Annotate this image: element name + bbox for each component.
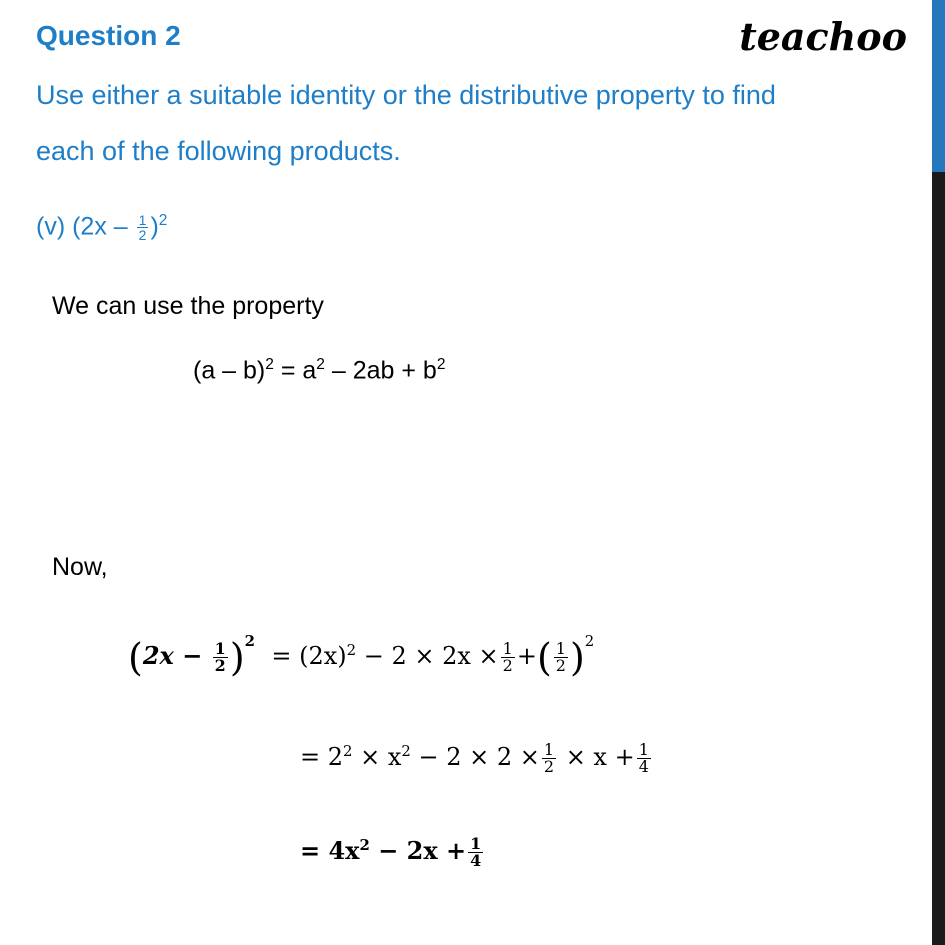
eq1-lhs-half — [213, 641, 228, 674]
eq1-rhs-half — [501, 641, 515, 674]
eq1-lhs-close-paren: ) — [229, 635, 245, 680]
eq2-b-exp: 2 — [401, 742, 411, 760]
eq1-rhs-b: − 2 × 2x × — [356, 642, 499, 670]
eq1-rhs-half-num: 1 — [502, 639, 513, 658]
part-frac-den: 2 — [138, 227, 147, 244]
problem-statement-line-2: each of the following products. — [36, 136, 401, 166]
eq2-half — [542, 742, 556, 775]
eq3-b: − 2x + — [369, 836, 467, 865]
eq3-a-exp: 2 — [359, 836, 370, 854]
eq1-rhs-close-paren: ) — [569, 635, 585, 680]
equation-line-3-result — [300, 836, 485, 869]
part-exponent: 2 — [158, 212, 168, 229]
question-title: Question 2 — [36, 20, 181, 51]
part-close-paren: ) — [150, 212, 159, 241]
now-label: Now, — [52, 553, 108, 581]
eq2-d: × x + — [558, 743, 635, 771]
eq1-lhs-open-paren: ( — [128, 635, 143, 680]
eq3-quarter — [468, 836, 483, 869]
eq1-lhs-minus: − — [173, 641, 211, 670]
eq1-rhs-plus: + — [516, 642, 537, 670]
identity-eq: = a — [273, 356, 317, 385]
eq3-quarter-num: 1 — [470, 834, 482, 853]
eq1-lhs-exp: 2 — [244, 632, 255, 650]
eq2-a: = 2 — [300, 743, 344, 771]
eq1-lhs-half-num: 1 — [214, 639, 226, 658]
eq2-quarter — [637, 742, 651, 775]
sidebar-accent-bar — [932, 0, 945, 172]
eq1-rhs-a-exp: 2 — [346, 641, 357, 659]
eq2-quarter-num: 1 — [638, 740, 649, 759]
eq3-a: = 4x — [300, 836, 360, 865]
eq2-b: × x — [352, 743, 402, 771]
identity-lhs: (a – b) — [193, 356, 266, 385]
eq2-c: − 2 × 2 × — [410, 743, 540, 771]
eq2-a-exp: 2 — [343, 742, 353, 760]
eq1-rhs-half2-den: 2 — [555, 656, 566, 675]
equation-line-2 — [300, 742, 653, 775]
identity-a-exp: 2 — [316, 356, 325, 373]
solution-intro: We can use the property — [52, 292, 324, 320]
eq1-lhs — [128, 632, 263, 680]
teachoo-logo: teachoo — [739, 14, 907, 59]
equation-line-1 — [128, 632, 594, 680]
eq3-quarter-den: 4 — [470, 851, 482, 870]
eq1-rhs-open-paren: ( — [536, 635, 552, 680]
identity-mid: – 2ab + b — [324, 356, 437, 385]
eq2-half-den: 2 — [543, 757, 555, 776]
problem-statement-line-1: Use either a suitable identity or the distributive property to find — [36, 80, 776, 110]
eq2-quarter-den: 4 — [638, 757, 649, 776]
eq1-lhs-half-den: 2 — [214, 656, 226, 675]
question-part — [36, 212, 167, 242]
part-fraction — [137, 213, 149, 242]
identity-formula — [193, 356, 445, 385]
part-label: (v) (2x – — [36, 212, 128, 241]
eq1-lhs-term: 2x — [142, 641, 174, 670]
eq1-rhs-a: = (2x) — [271, 642, 347, 670]
part-frac-num: 1 — [138, 212, 147, 229]
eq1-rhs-half2-num: 1 — [555, 639, 566, 658]
eq1-rhs-half-den: 2 — [502, 656, 513, 675]
identity-b-exp: 2 — [436, 356, 446, 373]
eq1-rhs-half-2 — [554, 641, 568, 674]
eq1-rhs-exp: 2 — [584, 632, 595, 650]
eq2-half-num: 1 — [543, 740, 555, 759]
identity-lhs-exp: 2 — [265, 356, 274, 373]
